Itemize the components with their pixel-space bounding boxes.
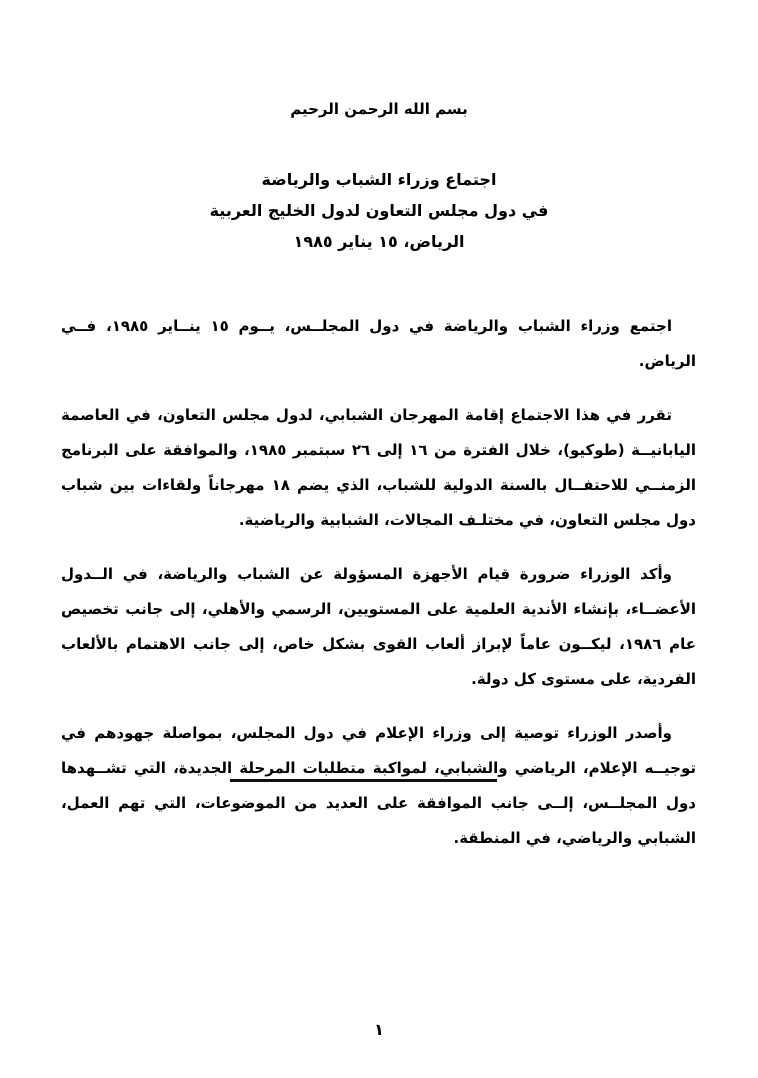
document-body bbox=[61, 309, 696, 875]
title-block bbox=[0, 164, 758, 257]
title-line-date-location: الرياض، ١٥ يناير ١٩٨٥ bbox=[293, 232, 465, 251]
paragraph-youth-festival-tokyo: تقرر في هذا الاجتماع إقامة المهرجان الشبابي، لدول مجلس التعاون، في العاصمة اليابانيــة (طوكيو)، خلال الفترة من ١٦ إلى ٢٦ سبتمبر ١٩٨٥، والموافقة على البرنامج الزمنــي للاحتفــال بالسنة الدولية للشباب، الذي يضم ١٨ مهرجاناً ولقاءات بين شباب دول مجلس التعاون، في مختلـف المجالات، الشبابية والرياضية. bbox=[61, 406, 696, 529]
paragraph-meeting-held: اجتمع وزراء الشباب والرياضة في دول المجلــس، يــوم ١٥ ينــاير ١٩٨٥، فــي الرياض. bbox=[61, 317, 696, 370]
bismillah-heading: بسم الله الرحمن الرحيم bbox=[290, 100, 468, 118]
title-line-council: في دول مجلس التعاون لدول الخليج العربية bbox=[209, 201, 549, 220]
paragraph-science-clubs-athletics: وأكد الوزراء ضرورة قيام الأجهزة المسؤولة عن الشباب والرياضة، في الــدول الأعضــاء، بإنشاء الأندية العلمية على المستويين، الرسمي والأهلي، إلى جانب تخصيص عام ١٩٨٦، ليكــون عاماً لإبراز ألعاب القوى بشكل خاص، إلى جانب الاهتمام بالألعاب الفردية، على مستوى كل دولة. bbox=[61, 565, 696, 688]
page-number: ١ bbox=[374, 1020, 384, 1039]
title-line-meeting: اجتماع وزراء الشباب والرياضة bbox=[261, 170, 497, 189]
horizontal-divider bbox=[230, 779, 497, 782]
paragraph-media-recommendation: وأصدر الوزراء توصية إلى وزراء الإعلام في دول المجلس، بمواصلة جهودهم في توجيــه الإعلام، الرياضي والشبابي، لمواكبة متطلبات المرحلة الجديدة، التي تشــهدها دول المجلــس، إلــى جانب الموافقة على العديد من الموضوعات، التي تهم العمل، الشبابي والرياضي، في المنطقة. bbox=[61, 724, 696, 847]
